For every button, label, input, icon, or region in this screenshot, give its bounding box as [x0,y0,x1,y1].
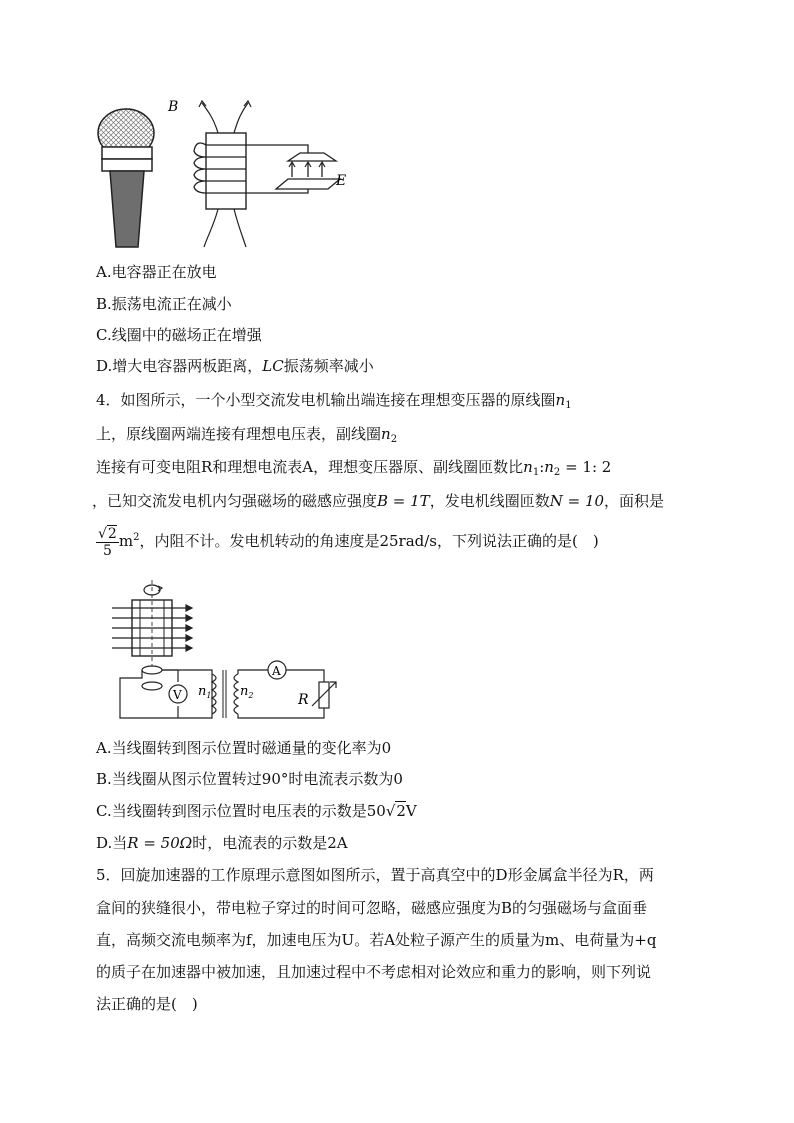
label-r: R [298,692,309,708]
q3-option-d-lc: LC [262,357,284,375]
q4-option-d [96,832,348,854]
q4-option-c: C.当线圈转到图示位置时电压表的示数是50√2V [96,802,417,820]
q4-option-c-pre: C.当线圈转到图示位置时电压表的示数是 [96,802,367,820]
q4-area-exp: 2 [133,532,140,543]
q5-stem-line-1: 5．回旋加速器的工作原理示意图如图所示，置于高真空中的D形金属盒半径为R，两 [96,866,654,884]
q3-option-d-post: 振荡频率减小 [283,357,374,375]
q4-area-num: 2 [107,525,117,542]
label-n2-sub: 2 [248,691,254,700]
q4-stem-line-1 [96,389,572,417]
q4-var-n1: n [555,391,566,409]
label-e: E [336,173,347,189]
q4-var-n1-sub: 1 [565,400,572,411]
q4-stem-line-4 [92,490,664,512]
svg-text:n1 [198,684,211,700]
label-n2: n [240,684,249,699]
q5-stem-line-5: 法正确的是( ) [96,995,198,1013]
q3-option-d [96,355,374,377]
q4-option-b: B.当线圈从图示位置转过90°时电流表示数为0 [96,770,403,788]
label-b: B [168,99,179,115]
q4-b-value: B = 1T [377,492,430,510]
q5-stem-line-4: 的质子在加速器中被加速，且加速过程中不考虑相对论效应和重力的影响，则下列说 [96,963,652,981]
q4-option-d-post: 时，电流表的示数是2A [192,834,348,852]
q3-option-d-pre: D.增大电容器两板距离， [96,357,263,375]
voltmeter-icon [169,670,187,718]
label-n1: n [198,684,207,699]
q4-ratio: 1: 2 [582,458,612,476]
q4-option-d-pre: D.当 [96,834,128,852]
q4-area-fraction: $\frac{√2}{5}$ [98,525,117,559]
q4-option-d-eq: R = 50Ω [127,834,193,852]
q4-stem-text-4a: ，已知交流发电机内匀强磁场的磁感应强度 [92,492,378,510]
q4-option-c-unit: V [405,802,417,820]
label-v: V [173,688,182,702]
q4-stem-text-4c: ，发电机线圈匝数 [429,492,550,510]
q4-option-a: A.当线圈转到图示位置时磁通量的变化率为0 [96,739,392,757]
q4-option-c-val: 50 [366,802,386,820]
q4-stem-line-3: 连接有可变电阻R和理想电流表A，理想变压器原、副线圈匝数比$n_1:n_2 = 1$: 2 [96,458,612,478]
q3-option-c: C.线圈中的磁场正在增强 [96,326,262,344]
secondary-coil-icon [234,674,253,714]
capacitor-icon [246,145,346,193]
primary-coil-icon [198,674,216,714]
q4-area-den: 5 [102,542,112,559]
q5-stem-line-3: 直，高频交流电频率为f，加速电压为U。若A处粒子源产生的质量为m、电荷量为+q [96,931,657,949]
variable-resistor-icon [297,682,336,708]
q4-stem-text-5: ，内阻不计。发电机转动的角速度是25rad/s，下列说法正确的是( ) [139,532,599,550]
q4-area-unit: m [118,532,134,550]
svg-text:n2 [240,684,253,700]
figure-generator-circuit [112,578,344,724]
q4-var-n2-sub: 2 [390,434,398,445]
q4-stem-text-4d: ，面积是 [604,492,665,510]
q4-var-n2: n [381,425,391,443]
q4-stem-text-2: 上，原线圈两端连接有理想电压表，副线圈 [96,425,382,443]
rotation-arrow-icon [144,585,162,595]
q3-option-a: A.电容器正在放电 [96,263,217,281]
q4-stem-text-1: 4．如图所示，一个小型交流发电机输出端连接在理想变压器的原线圈 [96,391,556,409]
q4-stem-line-2 [96,423,397,451]
q4-option-c-rad: 2 [396,802,406,820]
q4-stem-text-3: 连接有可变电阻R和理想电流表A，理想变压器原、副线圈匝数比 [96,458,524,476]
q3-option-b: B.振荡电流正在减小 [96,295,232,313]
coil-icon [167,99,251,247]
microphone-icon [98,109,154,247]
label-a: A [272,664,281,678]
q4-stem-line-5 [96,520,599,559]
label-n1-sub: 1 [206,691,212,700]
q5-stem-line-2: 盒间的狭缝很小，带电粒子穿过的时间可忽略，磁感应强度为B的匀强磁场与盒面垂 [96,899,648,917]
q4-n-value: N = 10 [549,492,605,510]
ammeter-icon [268,661,286,679]
figure-lc-circuit [96,95,366,255]
